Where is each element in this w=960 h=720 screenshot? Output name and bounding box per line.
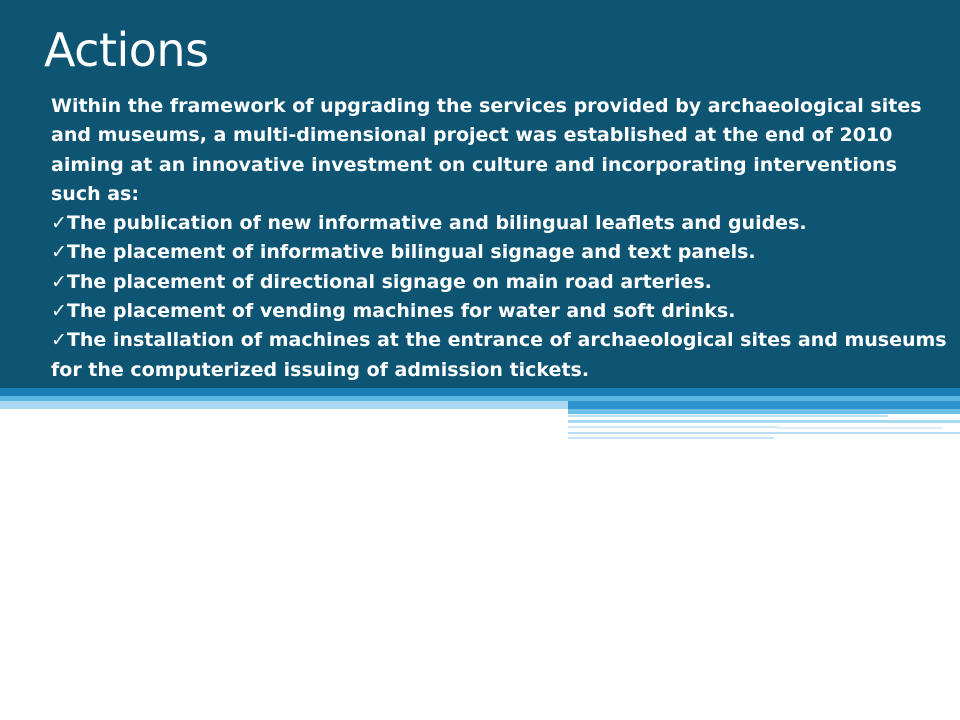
bullet-text: The placement of informative bilingual signage and text panels. (66, 241, 756, 264)
slide-title: Actions (44, 23, 209, 77)
bullet-item (51, 268, 951, 297)
checkmark-icon: ✓ (51, 329, 67, 352)
decorative-band (568, 409, 960, 414)
bullet-text: The publication of new informative and bilingual leaflets and guides. (66, 212, 807, 235)
bullet-text: The placement of directional signage on main road arteries. (66, 270, 712, 293)
slide-body (51, 92, 951, 385)
bullet-text: The installation of machines at the entrance of archaeological sites and museums for the computerized issuing of admission tickets. (51, 329, 947, 381)
bullet-item (51, 297, 951, 326)
decorative-stripe (568, 437, 774, 439)
decorative-stripe (568, 415, 888, 417)
bullet-item (51, 326, 951, 385)
bullet-text: The placement of vending machines for water and soft drinks. (66, 300, 736, 323)
decorative-band (0, 401, 568, 409)
decorative-band (568, 401, 960, 409)
checkmark-icon: ✓ (51, 270, 67, 293)
checkmark-icon: ✓ (51, 300, 67, 323)
bullet-item (51, 238, 951, 267)
decorative-stripe (778, 427, 942, 429)
bullet-item (51, 209, 951, 238)
checkmark-icon: ✓ (51, 241, 67, 264)
decorative-stripe (568, 420, 960, 423)
decorative-stripe (568, 426, 778, 428)
decorative-band (0, 388, 960, 396)
checkmark-icon: ✓ (51, 212, 67, 235)
intro-paragraph: Within the framework of upgrading the services provided by archaeological sites and museums, a multi-dimensional project was established at the end of 2010 aiming at an innovative investment on culture and incorporating interventions such as: (51, 95, 922, 205)
decorative-stripe (568, 432, 960, 434)
